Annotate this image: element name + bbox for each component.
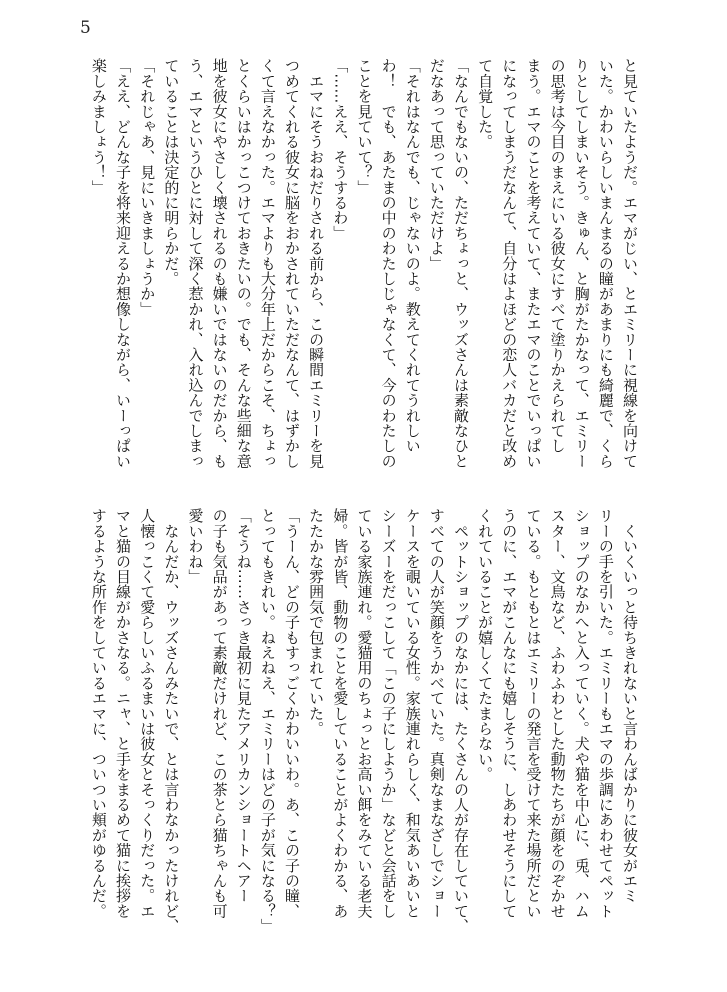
text-column: 愛いわね」 — [186, 508, 205, 584]
text-block-bottom — [86, 508, 642, 938]
text-column: くれていることが嬉しくてたまらない。 — [476, 508, 495, 782]
text-column: ている。もともとはエミリーの発言を受けて来た場所だとい — [524, 508, 543, 919]
text-column: 「それじゃあ、見にいきましょうか」 — [138, 58, 157, 317]
text-column: まう。エマのことを考えていて、またエマのことでいっぱい — [524, 58, 543, 469]
text-column: 婦。皆が皆、動物のことを愛していることがよくわかる、あ — [331, 508, 350, 919]
page-number: 5 — [80, 18, 91, 38]
text-column: すべての人が笑顔をうかべていた。真剣なまなざしでショー — [427, 508, 446, 919]
text-column: 「なんでもないの、ただちょっと、ウッズさんは素敵なひと — [452, 58, 471, 469]
text-column: わ！ でも、あたまの中のわたしじゃなくて、今のわたしの — [379, 58, 398, 469]
text-column: ケースを覗いている女性。家族連れらしく、和気あいあいと — [403, 508, 422, 919]
text-column: の子も気品があって素敵だけれど、この茶とら猫ちゃんも可 — [210, 508, 229, 919]
text-column: とってもきれい。ねえねえ、エミリーはどの子が気になる？」 — [258, 508, 277, 934]
text-column: だなあって思っていただけよ」 — [427, 58, 446, 271]
text-column: になってしまうだなんて、自分はよほどの恋人バカだと改め — [500, 58, 519, 469]
text-column: ことを見ていて？」 — [355, 58, 374, 195]
text-column: とくらいはかっこつけておきたいの。でも、そんな些細な意 — [234, 58, 253, 469]
text-column: マと猫の目線がかさなる。ニャ、と手をまるめて猫に挨拶を — [114, 508, 133, 919]
text-column: 地を彼女にやさしく壊されるのも嫌いではないのだから、も — [210, 58, 229, 469]
text-column: くて言えなかった。エマよりも大分年上だからこそ、ちょっ — [258, 58, 277, 469]
text-block-top — [86, 58, 642, 488]
text-column: ている家族連れ。愛猫用のちょっとお高い餌をみている老夫 — [355, 508, 374, 919]
text-column: ペットショップのなかには、たくさんの人が存在していて、 — [452, 508, 471, 934]
text-column: いた。かわいらしいまんまるの瞳があまりにも綺麗で、くら — [596, 58, 615, 469]
text-column: くいくいっと待ちきれないと言わんばかりに彼女がエミ — [621, 508, 639, 904]
text-column: ショップのなかへと入っていく。犬や猫を中心に、兎、ハム — [572, 508, 591, 919]
text-column: りとしてしまいそう。きゅん、と胸がたかなって、エミリー — [572, 58, 591, 469]
text-column: エマにそうおねだりされる前から、この瞬間エミリーを見 — [307, 58, 326, 469]
text-column: シーズーをだっこして「この子にしようか」などと会話をし — [379, 508, 398, 919]
text-column: ていることは決定的に明らかだ。 — [162, 58, 181, 286]
text-column: スター、文鳥など、ふわふわとした動物たちが顔をのぞかせ — [548, 508, 567, 919]
text-column: 「それはなんでも、じゃないのよ。教えてくれてうれしい — [403, 58, 422, 454]
text-column: の思考は今目のまえにいる彼女にすべて塗りかえられてし — [548, 58, 567, 454]
text-column: 人懐っこくて愛らしいふるまいは彼女とそっくりだった。エ — [138, 508, 157, 919]
text-column: 「ええ、どんな子を将来迎えるか想像しながら、いーっぱい — [114, 58, 133, 469]
text-column: するような所作をしているエマに、ついつい頬がゆるんだ。 — [89, 508, 108, 919]
text-column: 楽しみましょう！」 — [89, 58, 108, 195]
text-column: と見ていたようだ。エマがじい、とエミリーに視線を向けて — [621, 58, 639, 469]
text-column: 「……ええ、そうするわ」 — [331, 58, 350, 241]
text-column: 「うーん、どの子もすっごくかわいいわ。あ、この子の瞳、 — [283, 508, 302, 919]
text-column: なんだか、ウッズさんみたいで、とは言わなかったけれど、 — [162, 508, 181, 934]
text-column: うのに、エマがこんなにも嬉しそうに、しあわせそうにして — [500, 508, 519, 919]
text-column: 「そうね……さっき最初に見たアメリカンショートヘアー — [234, 508, 253, 904]
text-column: う、エマというひとに対して深く惹かれ、入れ込んでしまっ — [186, 58, 205, 469]
text-column: て自覚した。 — [476, 58, 495, 150]
text-column: リーの手を引いた。エミリーもエマの歩調にあわせてペット — [596, 508, 615, 919]
text-column: つめてくれる彼女に脳をおかされていただなんて、はずかし — [283, 58, 302, 469]
text-column: たたかな雰囲気で包まれていた。 — [307, 508, 326, 736]
